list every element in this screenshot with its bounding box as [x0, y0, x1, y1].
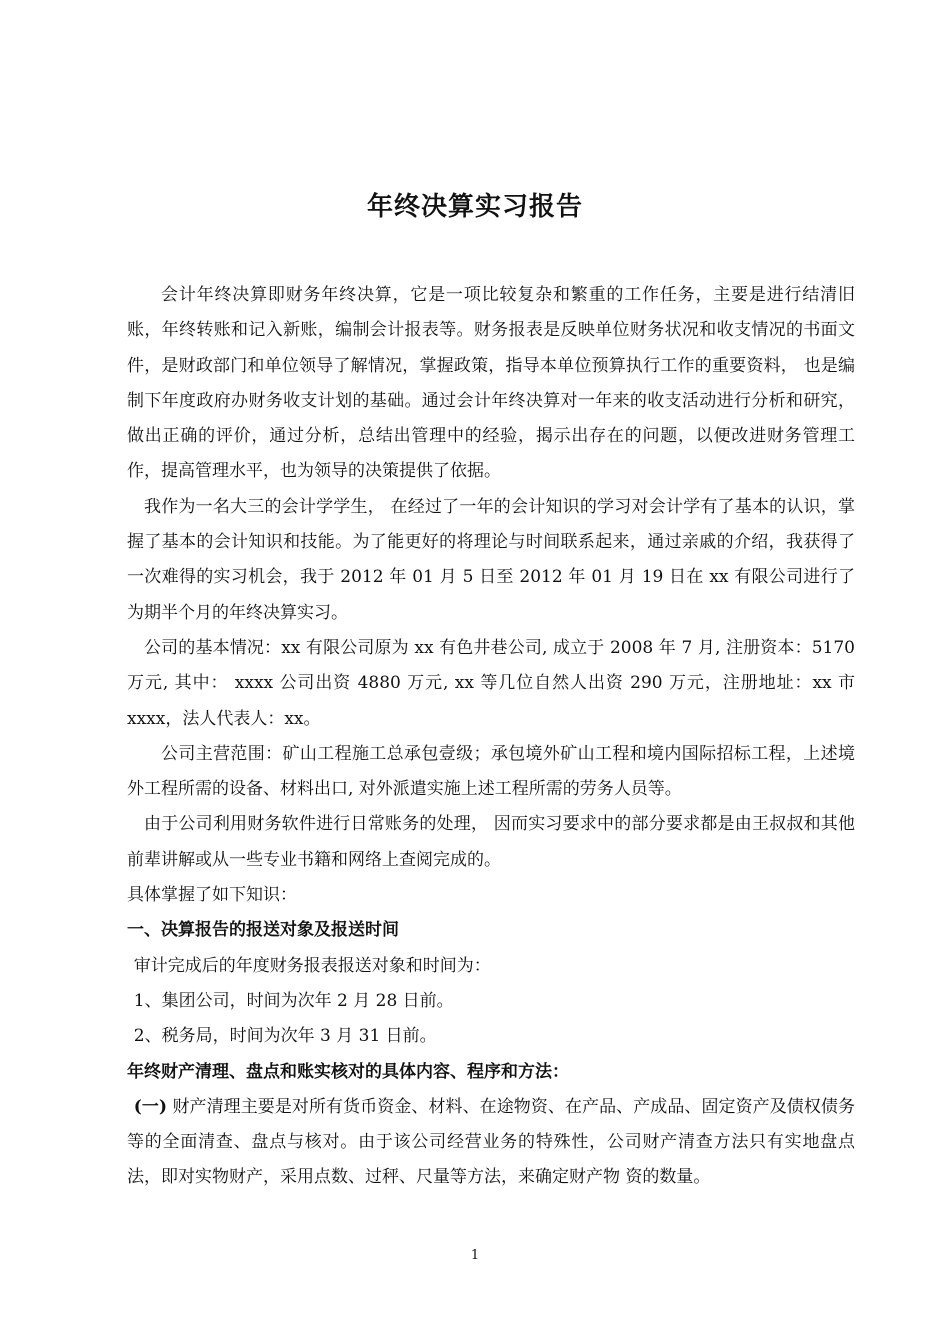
list-item-group-company: 1、集团公司，时间为次年 2 月 28 日前。: [133, 990, 454, 1011]
paragraph-property-clearing: [127, 1090, 855, 1196]
paragraph-business-scope: 公司主营范围：矿山工程施工总承包壹级；承包境外矿山工程和境内国际招标工程，上述境外工程所需的设备、材料出口, 对外派遣实施上述工程所需的劳务人员等。: [127, 743, 855, 800]
paragraph-recipients-intro: 审计完成后的年度财务报表报送对象和时间为：: [133, 955, 491, 976]
page-number: 1: [470, 1248, 480, 1263]
paragraph-property-clearing-text: 财产清理主要是对所有货币资金、材料、在途物资、在产品、产成品、固定资产及债权债务等的全面清查、盘点与核对。由于该公司经营业务的特殊性，公司财产清查方法只有实地盘点法，即对实物财产，采用点数、过秤、尺量等方法，来确定财产物 资的数量。: [127, 1096, 855, 1188]
list-item-tax-bureau: 2、税务局，时间为次年 3 月 31 日前。: [133, 1026, 437, 1047]
paragraph-internship: 我作为一名大三的会计学学生， 在经过了一年的会计知识的学习对会计学有了基本的认识，掌握了基本的会计知识和技能。为了能更好的将理论与时间联系起来，通过亲戚的介绍，我获得了一次难得的实习机会，我于 2012 年 01 月 5 日至 2012 年 01 月 19 日在 xx 有限公司进行了为期半个月的年终决算实习。: [127, 496, 855, 623]
paragraph-knowledge: 具体掌握了如下知识：: [127, 885, 297, 906]
paragraph-company-info: 公司的基本情况：xx 有限公司原为 xx 有色井巷公司, 成立于 2008 年 7 月, 注册资本：5170 万元, 其中： xxxx 公司出资 4880 万元, xx 等几位自然人出资 290 万元，注册地址：xx 市 xxxx，法人代表人：xx。: [127, 637, 855, 729]
document-body: [127, 278, 855, 1196]
paragraph-software: 由于公司利用财务软件进行日常账务的处理， 因而实习要求中的部分要求都是由王叔叔和其他前辈讲解或从一些专业书籍和网络上查阅完成的。: [127, 814, 855, 870]
heading-property-inventory: 年终财产清理、盘点和账实核对的具体内容、程序和方法：: [127, 1061, 569, 1082]
paragraph-intro: 会计年终决算即财务年终决算，它是一项比较复杂和繁重的工作任务，主要是进行结清旧账，年终转账和记入新账，编制会计报表等。财务报表是反映单位财务状况和收支情况的书面文件，是财政部门和单位领导了解情况，掌握政策，指导本单位预算执行工作的重要资料， 也是编制下年度政府办财务收支计划的基础。通过会计年终决算对一年来的收支活动进行分析和研究，做出正确的评价，通过分析，总结出管理中的经验，揭示出存在的问题，以便改进财务管理工作，提高管理水平，也为领导的决策提供了依据。: [127, 285, 855, 482]
document-title: 年终决算实习报告: [366, 192, 583, 222]
heading-report-recipients: 一、决算报告的报送对象及报送时间: [127, 920, 399, 941]
section-label: (一): [133, 1096, 168, 1117]
